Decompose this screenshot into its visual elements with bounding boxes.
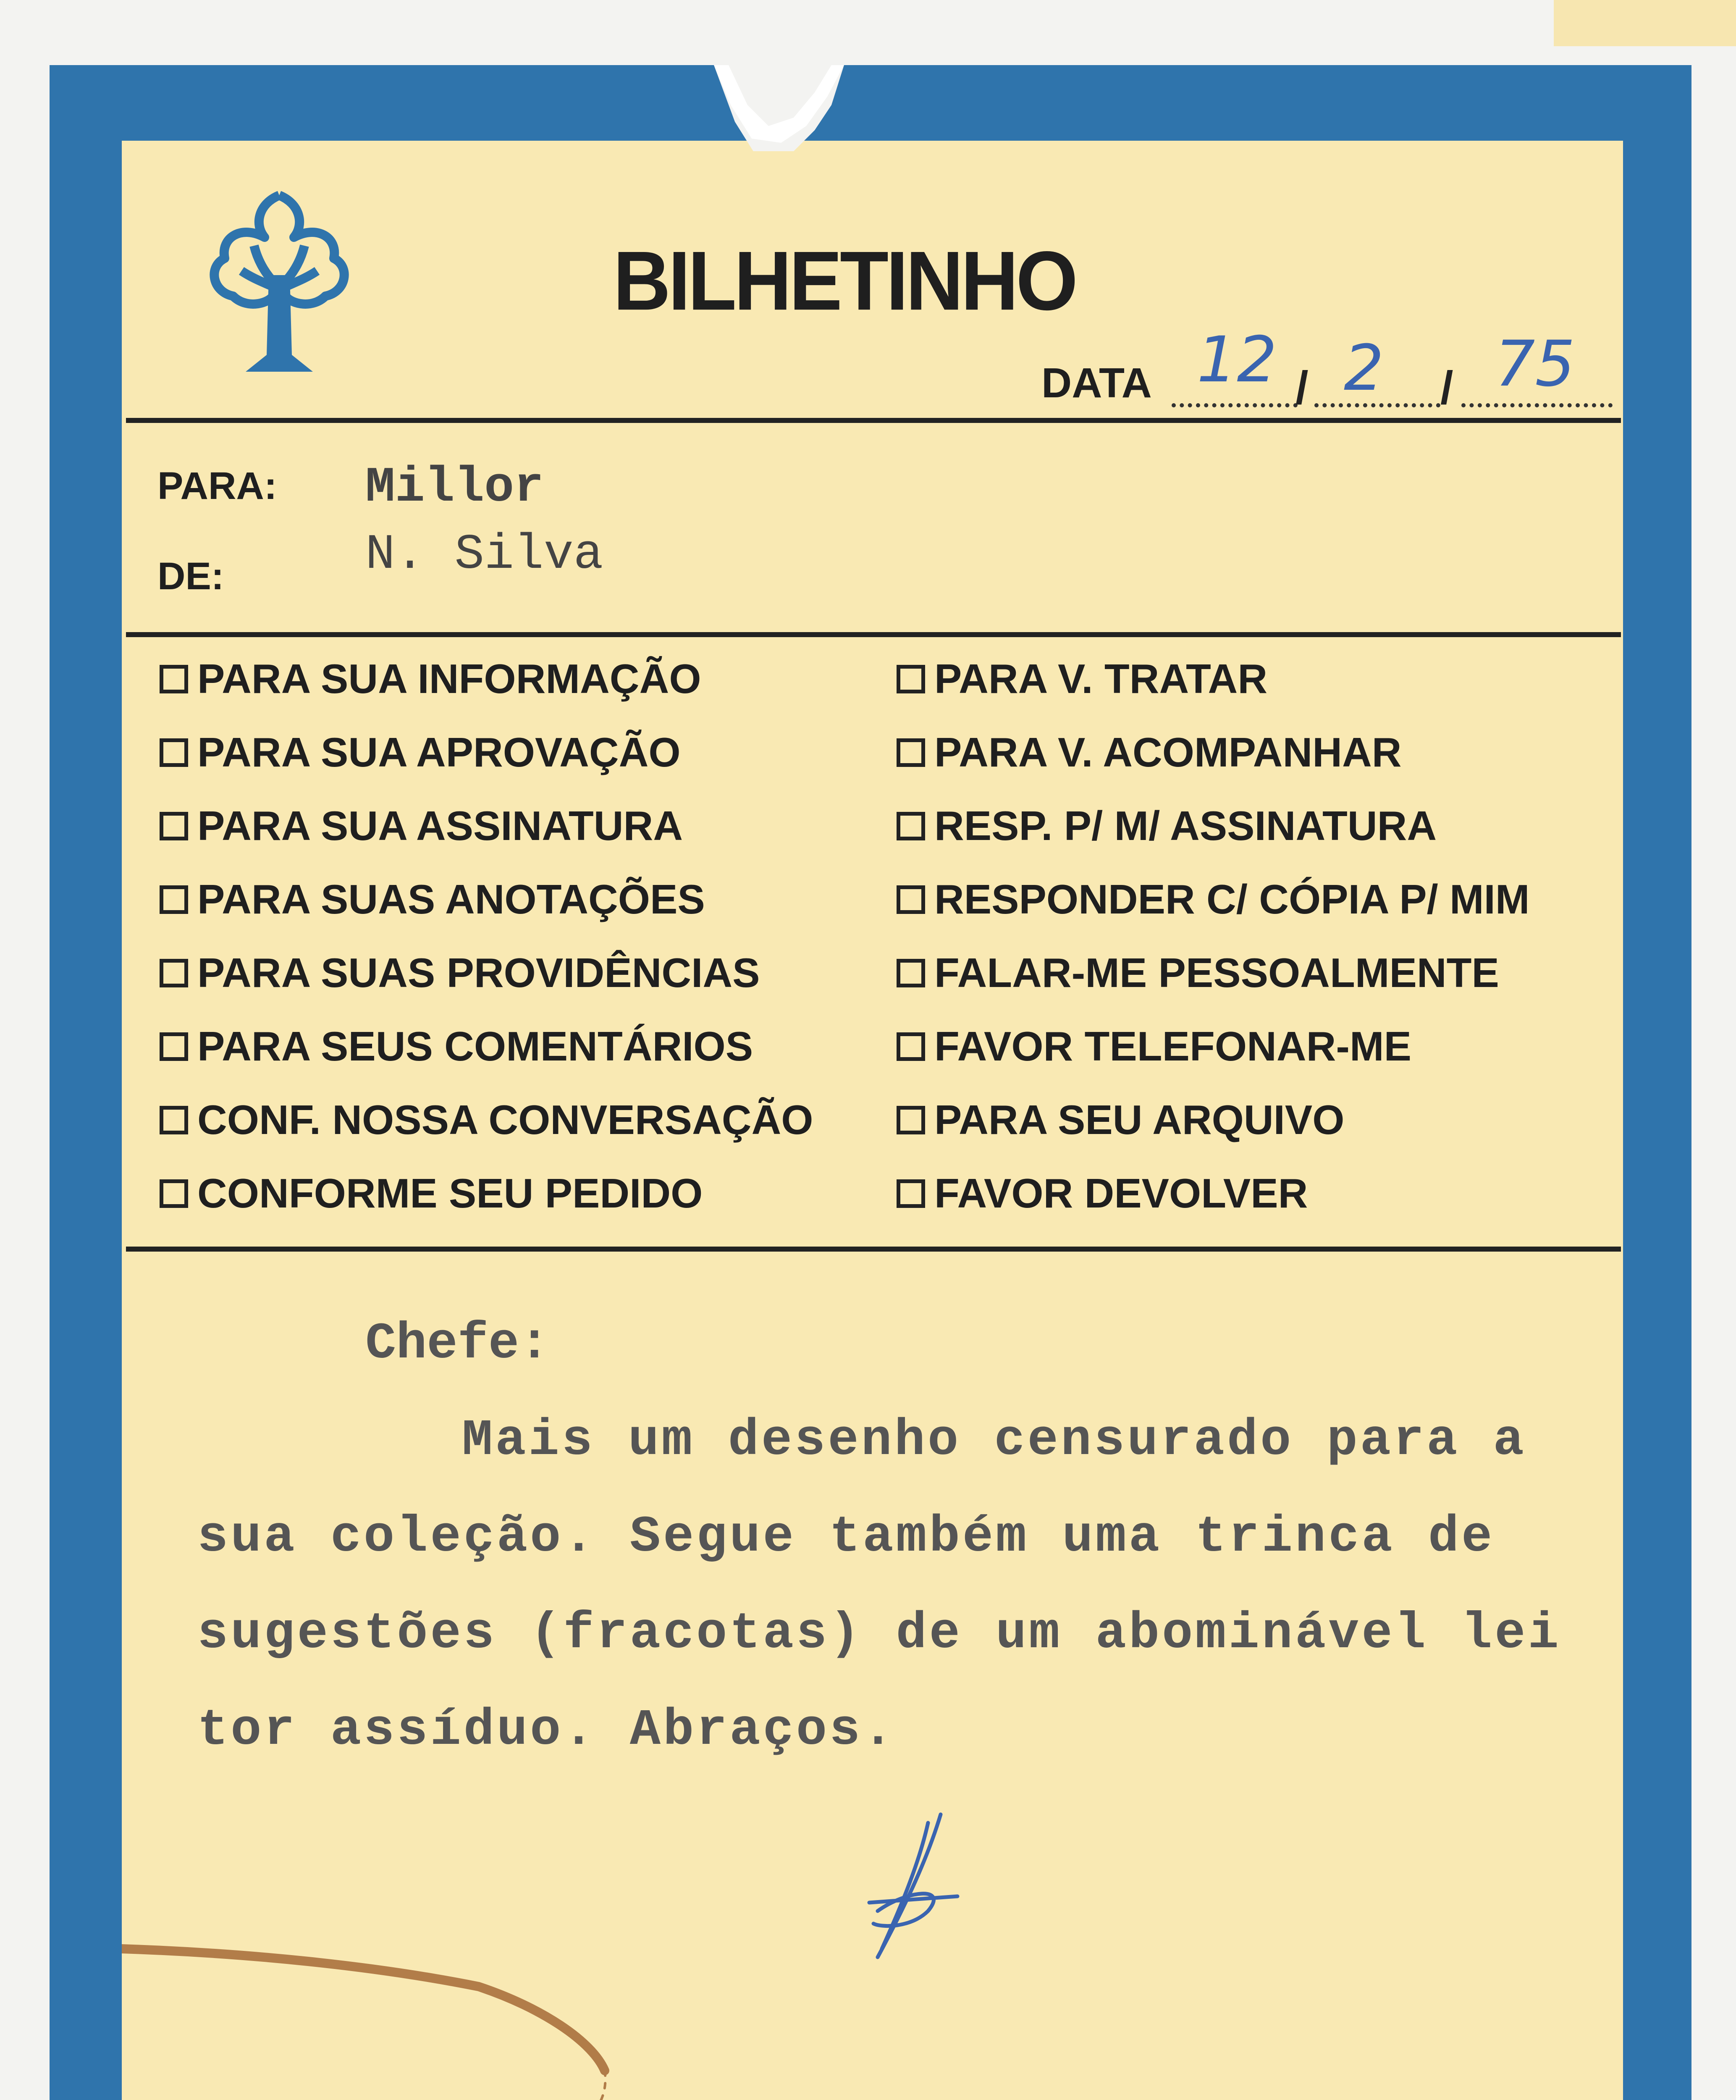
date-month-handwritten: 2 (1344, 332, 1384, 405)
torn-notch (655, 55, 873, 151)
checkbox[interactable] (160, 885, 188, 914)
checkbox[interactable] (160, 1106, 188, 1134)
option-falar-me-pessoalmente[interactable] (897, 949, 1499, 997)
date-day-line (1172, 403, 1298, 407)
memo-title: BILHETINHO (613, 234, 1076, 328)
option-conf-nossa-conversacao[interactable] (160, 1096, 813, 1144)
date-label: DATA (1041, 360, 1152, 407)
option-label: PARA SEUS COMENTÁRIOS (197, 1023, 753, 1069)
option-label: CONFORME SEU PEDIDO (197, 1170, 703, 1216)
checkbox[interactable] (160, 665, 188, 693)
paperclip-stain (122, 1932, 647, 2100)
option-responder-c-copia[interactable] (897, 876, 1530, 923)
option-label: PARA SUAS PROVIDÊNCIAS (197, 950, 760, 996)
to-label: PARA: (157, 465, 277, 507)
checkbox[interactable] (897, 738, 925, 767)
option-label: FAVOR TELEFONAR-ME (934, 1023, 1412, 1069)
option-para-suas-providencias[interactable] (160, 949, 760, 997)
divider (126, 632, 1621, 637)
checkbox[interactable] (897, 959, 925, 987)
option-label: PARA V. ACOMPANHAR (934, 729, 1402, 775)
from-label: DE: (157, 555, 224, 598)
option-resp-p-m-assinatura[interactable] (897, 802, 1437, 850)
checkbox[interactable] (160, 1179, 188, 1208)
divider (126, 1247, 1621, 1252)
checkbox[interactable] (897, 1179, 925, 1208)
checkbox[interactable] (160, 1032, 188, 1061)
option-label: RESP. P/ M/ ASSINATURA (934, 803, 1437, 849)
tree-icon (191, 178, 367, 376)
option-label: CONF. NOSSA CONVERSAÇÃO (197, 1097, 813, 1143)
message-line: sua coleção. Segue também uma trinca de (197, 1508, 1495, 1566)
checkbox[interactable] (897, 812, 925, 840)
to-value: Millor (365, 460, 544, 516)
option-label: FALAR-ME PESSOALMENTE (934, 950, 1499, 996)
message-greeting: Chefe: (365, 1315, 550, 1373)
option-para-sua-informacao[interactable] (160, 655, 701, 703)
option-label: RESPONDER C/ CÓPIA P/ MIM (934, 876, 1530, 922)
option-label: FAVOR DEVOLVER (934, 1170, 1308, 1216)
date-year-handwritten: 75 (1495, 328, 1575, 401)
divider (126, 418, 1621, 423)
option-label: PARA SUA INFORMAÇÃO (197, 656, 701, 702)
from-value: N. Silva (365, 527, 603, 583)
date-year-line (1461, 403, 1613, 407)
checkbox[interactable] (897, 1032, 925, 1061)
checkbox[interactable] (897, 885, 925, 914)
message-line: tor assíduo. Abraços. (197, 1701, 896, 1759)
tape-strip (1554, 0, 1736, 46)
option-favor-telefonar-me[interactable] (897, 1023, 1411, 1070)
checkbox[interactable] (160, 738, 188, 767)
checkbox[interactable] (160, 812, 188, 840)
option-label: PARA SUA APROVAÇÃO (197, 729, 681, 775)
option-favor-devolver[interactable] (897, 1170, 1308, 1217)
date-day-handwritten: 12 (1197, 323, 1277, 396)
option-label: PARA SEU ARQUIVO (934, 1097, 1345, 1143)
option-label: PARA V. TRATAR (934, 656, 1268, 702)
option-para-suas-anotacoes[interactable] (160, 876, 705, 923)
checkbox[interactable] (897, 665, 925, 693)
date-separator: / (1440, 362, 1453, 414)
option-para-v-tratar[interactable] (897, 655, 1267, 703)
checkbox[interactable] (897, 1106, 925, 1134)
option-label: PARA SUAS ANOTAÇÕES (197, 876, 705, 922)
message-line: sugestões (fracotas) de um abominável lei (197, 1604, 1561, 1663)
option-para-seus-comentarios[interactable] (160, 1023, 753, 1070)
option-para-sua-assinatura[interactable] (160, 802, 683, 850)
checkbox[interactable] (160, 959, 188, 987)
handwritten-signature (831, 1806, 974, 1966)
option-label: PARA SUA ASSINATURA (197, 803, 683, 849)
option-para-v-acompanhar[interactable] (897, 729, 1402, 776)
option-conforme-seu-pedido[interactable] (160, 1170, 703, 1217)
option-para-sua-aprovacao[interactable] (160, 729, 681, 776)
message-line: Mais um desenho censurado para a (462, 1411, 1526, 1470)
option-para-seu-arquivo[interactable] (897, 1096, 1344, 1144)
date-separator: / (1295, 362, 1309, 414)
